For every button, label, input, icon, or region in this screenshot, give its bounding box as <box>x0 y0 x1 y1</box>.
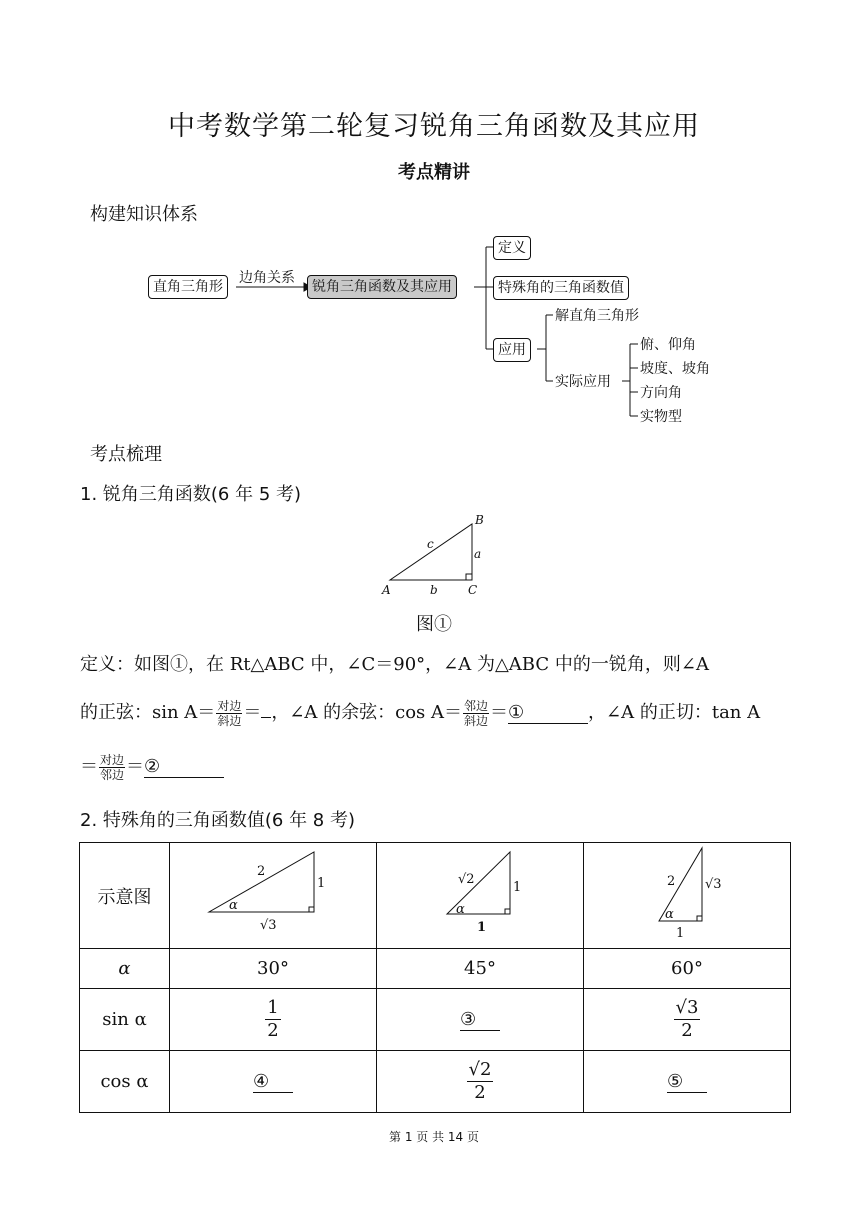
svg-text:1: 1 <box>477 920 487 935</box>
svg-text:2: 2 <box>667 874 676 889</box>
frac-adj-hyp: $\frac{\text{邻边}}{\text{斜边}}$ <box>464 698 489 728</box>
svg-text:√3: √3 <box>705 877 722 892</box>
triangle-60 <box>587 843 787 943</box>
row-label: α <box>80 949 170 989</box>
svg-text:1: 1 <box>317 876 326 891</box>
blank-5[interactable]: ⑤ <box>667 1071 707 1093</box>
row-label: 示意图 <box>80 843 170 949</box>
mindmap-branch-definition: 定义 <box>493 236 531 260</box>
mindmap-arrow-label: 边角关系 <box>239 270 295 286</box>
frac-opp-adj: $\frac{\text{对边}}{\text{邻边}}$ <box>100 752 125 782</box>
fig-label-B: B <box>475 513 484 527</box>
cos-45: $\frac{√2}{2}$ <box>468 1059 492 1103</box>
angle-30: 30° <box>170 949 377 989</box>
definition-line-1: 定义：如图①，在 Rt△ABC 中，∠C＝90°，∠A 为△ABC 中的一锐角，则∠A <box>80 654 709 675</box>
blank-3[interactable]: ③ <box>460 1009 500 1031</box>
mindmap-leaf: 俯、仰角 <box>640 337 696 353</box>
figure-right-triangle <box>370 510 500 602</box>
page-footer: 第 1 页 共 14 页 <box>389 1130 479 1144</box>
figure-caption: 图① <box>416 614 452 635</box>
section-heading-review: 考点梳理 <box>90 444 162 465</box>
mindmap-sub-practical: 实际应用 <box>555 374 611 390</box>
mindmap-branch-application: 应用 <box>493 338 531 362</box>
mindmap-leaf: 实物型 <box>640 409 682 425</box>
svg-text:1: 1 <box>513 880 522 895</box>
sin-30: $\frac{1}{2}$ <box>267 997 279 1041</box>
blank-4[interactable]: ④ <box>253 1071 293 1093</box>
blank-1[interactable]: ① <box>508 702 588 724</box>
mindmap-branch-special-values: 特殊角的三角函数值 <box>493 276 629 300</box>
svg-text:√2: √2 <box>458 872 475 887</box>
sin-60: $\frac{√3}{2}$ <box>675 997 699 1041</box>
mindmap-center: 锐角三角函数及其应用 <box>307 275 457 299</box>
fig-label-C: C <box>468 583 478 597</box>
mindmap-leaf: 方向角 <box>640 385 682 401</box>
blank-2[interactable]: ② <box>144 756 224 778</box>
special-angle-table <box>79 842 791 1113</box>
definition-line-2: 的正弦：sin A＝ $\frac{\text{对边}}{\text{斜边}}$ ＝ ，∠A 的余弦：cos A＝ $\frac{\text{邻边}}{\text{斜边}}$ ＝① ，∠A 的正切：tan A <box>80 698 761 728</box>
triangle-45 <box>380 843 580 943</box>
mindmap-root: 直角三角形 <box>148 275 228 299</box>
row-label: cos α <box>80 1051 170 1113</box>
fig-label-c: c <box>427 537 434 551</box>
page-subtitle: 考点精讲 <box>398 162 470 183</box>
item1-heading: 1. 锐角三角函数(6 年 5 考) <box>80 484 302 505</box>
definition-line-3: ＝ $\frac{\text{对边}}{\text{邻边}}$ ＝② <box>80 752 224 782</box>
mindmap-lines <box>0 0 868 440</box>
svg-text:1: 1 <box>676 926 685 941</box>
page-title: 中考数学第二轮复习锐角三角函数及其应用 <box>168 111 700 142</box>
row-label: sin α <box>80 989 170 1051</box>
svg-text:α: α <box>229 898 238 913</box>
svg-text:2: 2 <box>257 864 266 879</box>
angle-45: 45° <box>377 949 584 989</box>
svg-text:α: α <box>665 907 674 922</box>
fig-label-b: b <box>430 583 438 597</box>
fig-label-A: A <box>382 583 391 597</box>
svg-text:α: α <box>456 902 465 917</box>
item2-heading: 2. 特殊角的三角函数值(6 年 8 考) <box>80 810 356 831</box>
section-heading-knowledge: 构建知识体系 <box>90 204 198 225</box>
mindmap-leaf: 坡度、坡角 <box>640 361 710 377</box>
triangle-30 <box>173 843 373 943</box>
frac-opp-hyp: $\frac{\text{对边}}{\text{斜边}}$ <box>217 698 242 728</box>
svg-text:√3: √3 <box>260 918 277 933</box>
angle-60: 60° <box>584 949 791 989</box>
fig-label-a: a <box>474 547 482 561</box>
mindmap-sub-solve: 解直角三角形 <box>555 308 639 324</box>
